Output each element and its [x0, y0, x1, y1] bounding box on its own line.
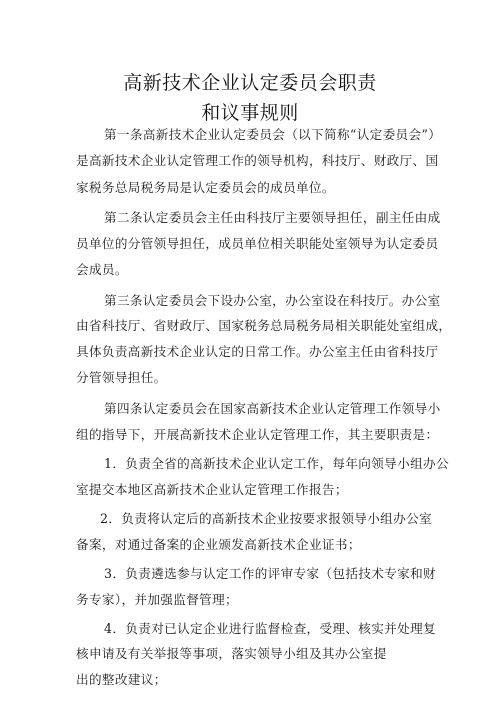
- paragraph-line: 第四条认定委员会在国家高新技术企业认定管理工作领导小: [104, 401, 441, 416]
- paragraph-line: 第三条认定委员会下设办公室，办公室设在科技厅。办公室: [104, 293, 441, 308]
- paragraph-line: 由省科技厅、省财政厅、国家税务总局税务局相关职能处室组成，: [76, 318, 452, 333]
- list-item-line: 务专家），并加强监督管理；: [76, 592, 238, 607]
- list-item-line: 核申请及有关举报等事项，落实领导小组及其办公室提: [76, 646, 387, 661]
- list-item-line: 室提交本地区高新技术企业认定管理工作报告；: [76, 482, 348, 497]
- list-item-line: 4．负责对已认定企业进行监督检查，受理、核实并处理复: [104, 621, 436, 636]
- paragraph-line: 是高新技术企业认定管理工作的领导机构，科技厅、财政厅、国: [76, 153, 439, 168]
- paragraph-line: 组的指导下，开展高新技术企业认定管理工作，其主要职责是：: [76, 427, 439, 442]
- paragraph-line: 第二条认定委员会主任由科技厅主要领导担任，副主任由成: [104, 210, 441, 225]
- list-item-line: 1．负责全省的高新技术企业认定工作，每年向领导小组办公: [104, 456, 449, 471]
- paragraph-line: 家税务总局税务局是认定委员会的成员单位。: [76, 180, 335, 195]
- list-item-line: 出的整改建议；: [76, 672, 167, 687]
- paragraph-line: 具体负责高新技术企业认定的日常工作。办公室主任由省科技厅: [76, 344, 439, 359]
- paragraph-line: 第一条高新技术企业认定委员会（以下简称“认定委员会”）: [104, 127, 442, 142]
- list-item-line: 2．负责将认定后的高新技术企业按要求报领导小组办公室: [100, 511, 432, 526]
- paragraph-line: 员单位的分管领导担任，成员单位相关职能处室领导为认定委员: [76, 236, 439, 251]
- paragraph-line: 分管领导担任。: [76, 370, 167, 385]
- list-item-line: 3．负责遴选参与认定工作的评审专家（包括技术专家和财: [104, 566, 436, 581]
- document-title-line-1: 高新技术企业认定委员会职责: [123, 72, 377, 94]
- document-title-line-2: 和议事规则: [201, 102, 299, 124]
- list-item-line: 备案，对通过备案的企业颁发高新技术企业证书；: [76, 537, 361, 552]
- paragraph-line: 会成员。: [76, 262, 128, 277]
